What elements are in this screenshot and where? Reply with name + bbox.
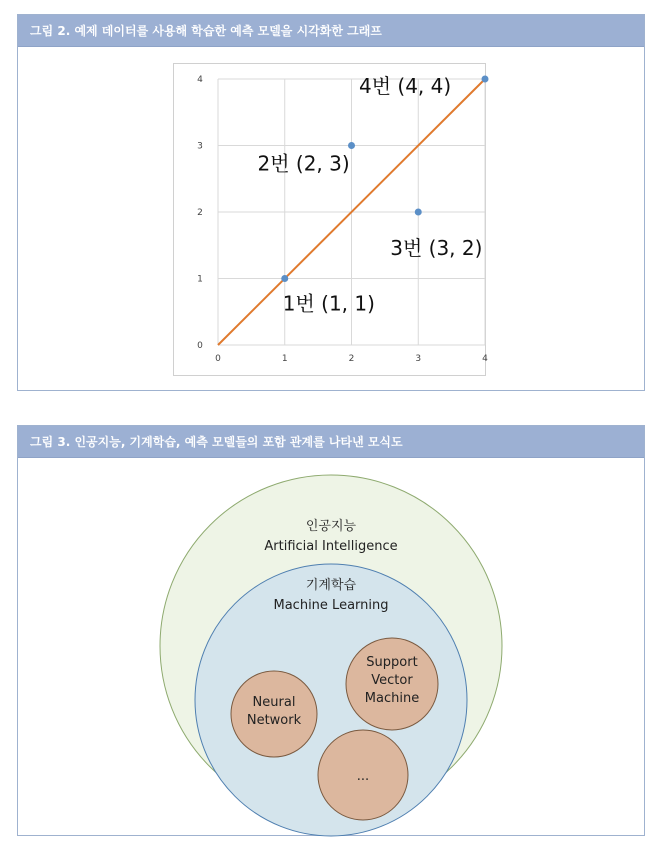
x-tick-label: 2	[348, 354, 355, 364]
x-tick-label: 3	[415, 354, 422, 364]
ai-label-ko: 인공지능	[305, 519, 357, 534]
venn-diagram	[18, 458, 644, 836]
point-label: 3번 (3, 2)	[390, 236, 483, 260]
data-point	[281, 275, 288, 282]
ai-label-en: Artificial Intelligence	[264, 539, 398, 554]
y-tick-label: 4	[197, 75, 203, 85]
scatter-chart	[174, 64, 487, 377]
data-point	[415, 209, 422, 216]
svm-label-3: Machine	[364, 691, 420, 706]
data-point	[348, 142, 355, 149]
point-label: 2번 (2, 3)	[257, 151, 350, 176]
data-point	[482, 76, 489, 83]
y-tick-label: 2	[197, 208, 203, 218]
ml-label-en: Machine Learning	[273, 598, 389, 613]
figure-3-caption: 그림 3. 인공지능, 기계학습, 예측 모델들의 포함 관계를 나타낸 모식도	[18, 426, 644, 458]
point-label: 1번 (1, 1)	[282, 291, 375, 316]
chart-area	[173, 63, 486, 376]
neural-network-label-1: Neural	[252, 695, 296, 710]
y-tick-label: 1	[197, 274, 203, 285]
other-models-label: ...	[356, 769, 370, 784]
svm-label-1: Support	[366, 655, 418, 670]
x-tick-label: 1	[281, 354, 288, 364]
y-tick-label: 3	[197, 141, 203, 152]
figure-3-panel	[17, 425, 645, 836]
figure-2-panel	[17, 14, 645, 391]
ml-label-ko: 기계학습	[305, 578, 357, 593]
y-tick-label: 0	[197, 341, 203, 351]
svm-label-2: Vector	[371, 673, 413, 688]
neural-network-label-2: Network	[246, 713, 302, 728]
x-tick-label: 4	[482, 354, 488, 364]
x-tick-label: 0	[215, 354, 221, 364]
figure-2-caption: 그림 2. 예제 데이터를 사용해 학습한 예측 모델을 시각화한 그래프	[18, 15, 644, 47]
point-label: 4번 (4, 4)	[359, 74, 452, 98]
